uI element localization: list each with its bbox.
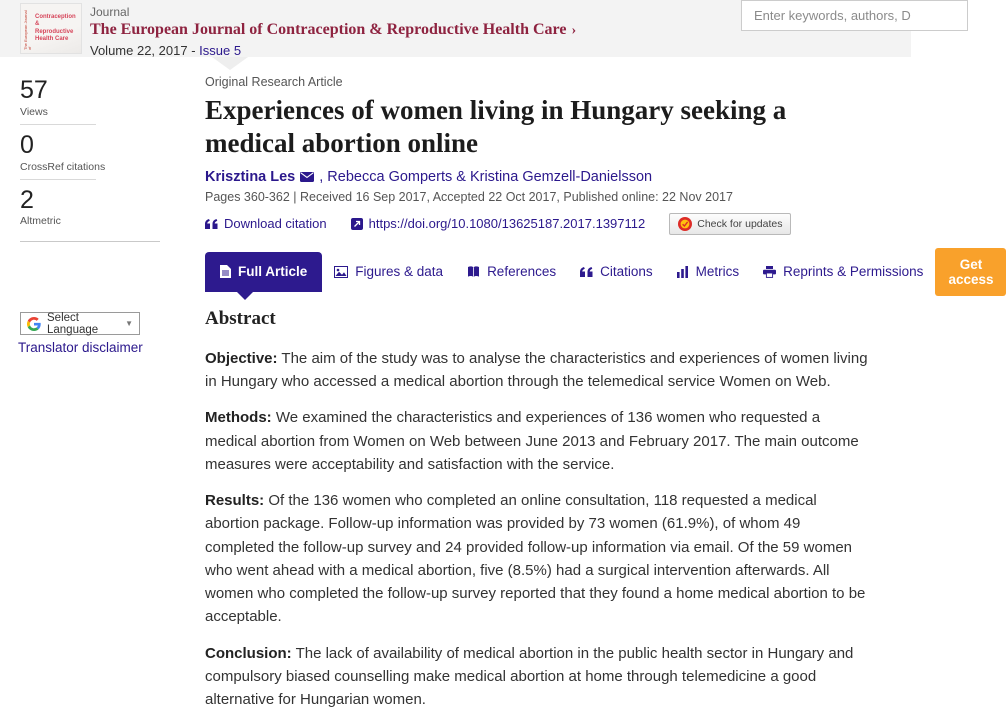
tab-reprints-permissions[interactable] <box>751 252 935 292</box>
authors-rest: , Rebecca Gomperts & Kristina Gemzell-Danielsson <box>319 168 653 185</box>
article-tab-bar <box>205 252 994 292</box>
journal-info <box>90 5 576 58</box>
abstract-paragraph-objective <box>205 347 870 394</box>
article-title: Experiences of women living in Hungary seeking a medical abortion online <box>205 95 787 158</box>
select-language-label: Select Language <box>47 311 99 336</box>
metric-views <box>20 76 96 125</box>
metric-label: Views <box>20 105 48 118</box>
email-envelope-icon[interactable] <box>300 172 314 182</box>
check-for-updates-button[interactable] <box>669 213 791 235</box>
doi-url: https://doi.org/10.1080/13625187.2017.1397112 <box>368 216 646 232</box>
download-citation-label: Download citation <box>224 216 327 232</box>
tab-figures-data[interactable] <box>322 252 455 292</box>
check-updates-label: Check for updates <box>697 217 783 230</box>
chevron-right-icon: › <box>571 23 577 38</box>
tab-label: Full Article <box>238 264 308 280</box>
google-translate-widget[interactable] <box>20 312 140 335</box>
search-input[interactable] <box>741 0 968 31</box>
translator-disclaimer-link[interactable]: Translator disclaimer <box>18 340 143 355</box>
sidebar-divider <box>20 241 160 242</box>
article-metrics-sidebar <box>20 76 180 242</box>
quote-icon <box>580 267 593 277</box>
metric-value: 57 <box>20 76 48 104</box>
volume-issue <box>90 43 576 58</box>
cover-side-text: The European Journal of <box>23 10 32 50</box>
metric-label: Altmetric <box>20 215 61 228</box>
doi-link[interactable] <box>351 216 646 231</box>
issue-link[interactable]: Issue 5 <box>199 43 242 58</box>
paragraph-label: Objective: <box>205 349 278 367</box>
paragraph-text: The lack of availability of medical abortion in the public health sector in Hungary and compulsory biased counselling make medical abortion at home through telemedicine a good alternative for Hungarian women. <box>205 644 854 709</box>
abstract-heading: Abstract <box>205 307 276 329</box>
tab-label: Reprints & Permissions <box>783 264 924 280</box>
article-type-label: Original Research Article <box>205 75 343 89</box>
paragraph-text: Of the 136 women who completed an online consultation, 118 requested a medical abortion package. Follow-up information was provided by 73 women (61.9%), of whom 49 completed the follow-up survey and 24 provided follow-up information via email. Of the 59 women who went ahead with a medical abortion, five (8.5%) had a surgical intervention afterwards. All women who completed the follow-up survey reported that they found a home medical abortion to be acceptable. <box>205 492 866 626</box>
author-link-lead[interactable]: Krisztina Les <box>205 168 296 185</box>
abstract-paragraph-conclusion <box>205 642 870 712</box>
quote-icon <box>205 219 218 229</box>
paragraph-text: The aim of the study was to analyse the characteristics and experiences of women living in Hungary who accessed a medical abortion through the telemedical service Women on Web. <box>205 349 868 391</box>
paragraph-label: Results: <box>205 492 265 510</box>
doi-link-icon <box>351 218 363 230</box>
chevron-down-icon: ▼ <box>125 319 133 328</box>
tab-label: References <box>487 264 557 280</box>
tab-label: Figures & data <box>355 264 444 280</box>
cover-title-text: Contraception & Reproductive Health Care <box>35 14 76 42</box>
metric-altmetric <box>20 186 96 234</box>
article-meta-line: Pages 360-362 | Received 16 Sep 2017, Accepted 22 Oct 2017, Published online: 22 Nov 2017 <box>205 189 733 204</box>
article-main <box>205 75 994 724</box>
volume-text: Volume 22, 2017 <box>90 43 188 58</box>
metric-label: CrossRef citations <box>20 160 106 173</box>
tab-label: Citations <box>600 264 653 280</box>
abstract-section <box>205 308 877 712</box>
journal-cover-thumbnail[interactable] <box>20 3 82 54</box>
paragraph-label: Conclusion: <box>205 644 292 662</box>
download-citation-link[interactable] <box>205 216 327 231</box>
bar-chart-icon <box>677 266 689 278</box>
citation-row <box>205 213 877 235</box>
tab-references[interactable] <box>455 252 568 292</box>
authors-line <box>205 169 877 185</box>
document-icon <box>220 265 231 278</box>
metric-value: 0 <box>20 130 34 159</box>
abstract-paragraph-results <box>205 489 870 629</box>
paragraph-text: We examined the characteristics and experiences of 136 women who requested a medical abortion from Women on Web between June 2013 and February 2017. The main outcome measures were acceptability and satisfaction with the service. <box>205 409 859 473</box>
tab-metrics[interactable] <box>665 252 752 292</box>
journal-label: Journal <box>90 5 130 19</box>
header-notch-pointer <box>212 57 248 70</box>
image-icon <box>334 266 348 278</box>
journal-title-link[interactable] <box>90 21 576 39</box>
metric-crossref <box>20 130 106 180</box>
get-access-button[interactable]: Get access <box>935 248 1006 296</box>
book-icon <box>467 266 480 278</box>
tab-full-article[interactable] <box>205 252 322 292</box>
tab-label: Metrics <box>695 264 740 280</box>
journal-header <box>0 0 911 57</box>
tab-citations[interactable] <box>568 252 665 292</box>
paragraph-label: Methods: <box>205 409 272 427</box>
metric-value: 2 <box>20 185 34 214</box>
journal-title-text: The European Journal of Contraception & Reproductive Health Care <box>90 21 567 38</box>
crossmark-icon <box>678 217 692 231</box>
printer-icon <box>763 266 776 278</box>
google-logo-icon <box>27 317 41 331</box>
abstract-paragraph-methods <box>205 406 870 476</box>
volume-issue-separator: - <box>191 43 196 58</box>
